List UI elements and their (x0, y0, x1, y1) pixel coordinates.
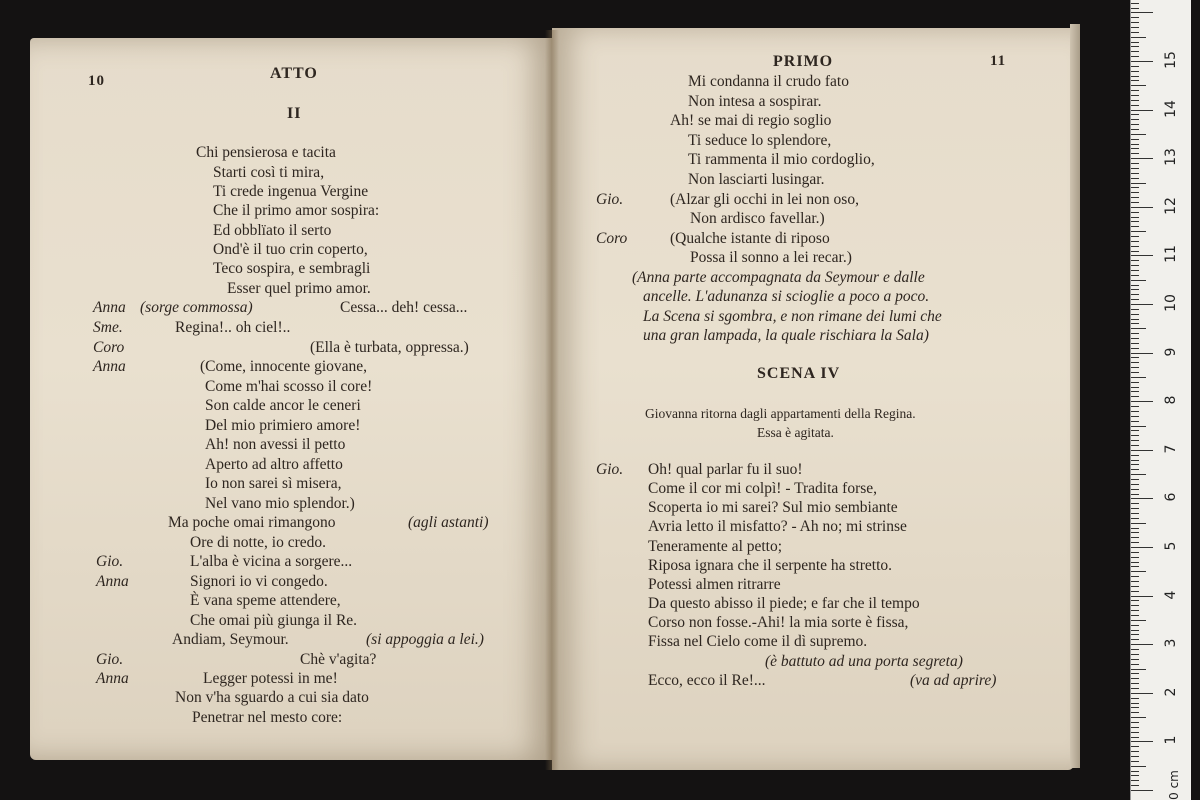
verse-line: L'alba è vicina a sorgere... (190, 553, 353, 570)
speaker-name: Gio. (96, 651, 124, 668)
ruler-number: 9 (1163, 347, 1179, 357)
verse-line: Ah! se mai di regio soglio (670, 112, 832, 129)
ruler-tick (1131, 474, 1146, 475)
verse-line: Ti rammenta il mio cordoglio, (688, 151, 875, 168)
stage-direction: La Scena si sgombra, e non rimane dei lumi che (643, 308, 942, 325)
ruler-tick (1131, 192, 1139, 193)
ruler-tick (1131, 435, 1139, 436)
ruler-tick (1131, 382, 1139, 383)
ruler-tick (1131, 625, 1139, 626)
ruler-tick (1131, 319, 1139, 320)
ruler-tick (1131, 241, 1139, 242)
ruler-tick (1131, 775, 1139, 776)
verse-line: Che il primo amor sospira: (213, 202, 380, 219)
verse-line: Del mio primiero amore! (205, 417, 361, 434)
ruler-tick (1131, 148, 1139, 149)
verse-line: Penetrar nel mesto core: (192, 709, 343, 726)
ruler-tick (1131, 780, 1139, 781)
ruler-tick (1131, 440, 1139, 441)
ruler-tick (1131, 411, 1139, 412)
ruler-tick (1131, 275, 1139, 276)
speaker-name: Sme. (93, 319, 123, 336)
ruler-tick (1131, 285, 1139, 286)
ruler-tick (1131, 289, 1139, 290)
ruler-tick (1131, 741, 1153, 742)
verse-line: Regina!.. oh ciel!.. (175, 319, 291, 336)
verse-line: Nel vano mio splendor.) (205, 495, 355, 512)
ruler-tick (1131, 630, 1139, 631)
speaker-name: Coro (93, 339, 125, 356)
ruler-tick (1131, 469, 1139, 470)
verse-line: Avria letto il misfatto? - Ah no; mi strinse (648, 518, 907, 535)
ruler-tick (1131, 387, 1139, 388)
ruler-tick (1131, 406, 1139, 407)
ruler-tick (1131, 503, 1139, 504)
ruler-tick (1131, 678, 1139, 679)
ruler-tick (1131, 333, 1139, 334)
ruler-tick (1131, 591, 1139, 592)
ruler-tick (1131, 95, 1139, 96)
ruler-tick (1131, 90, 1139, 91)
ruler-tick (1131, 66, 1139, 67)
ruler-tick (1131, 32, 1139, 33)
ruler-tick (1131, 610, 1139, 611)
ruler-tick (1131, 260, 1139, 261)
scene-description: Giovanna ritorna dagli appartamenti della Regina. (645, 406, 916, 421)
ruler-number: 8 (1163, 395, 1179, 405)
ruler-number: 7 (1163, 444, 1179, 454)
ruler-tick (1131, 391, 1139, 392)
ruler-tick (1131, 416, 1139, 417)
ruler-tick (1131, 338, 1139, 339)
ruler-tick (1131, 605, 1139, 606)
ruler-tick (1131, 581, 1139, 582)
ruler-tick (1131, 314, 1139, 315)
ruler-tick (1131, 362, 1139, 363)
ruler-tick (1131, 576, 1139, 577)
ruler-tick (1131, 688, 1139, 689)
ruler-tick (1131, 766, 1146, 767)
ruler-tick (1131, 396, 1139, 397)
ruler-tick (1131, 71, 1139, 72)
ruler-tick (1131, 479, 1139, 480)
verse-line: Ma poche omai rimangono (168, 514, 336, 531)
ruler-tick (1131, 532, 1139, 533)
ruler-tick (1131, 639, 1139, 640)
ruler-number: 10 (1163, 294, 1179, 312)
ruler-tick (1131, 139, 1139, 140)
verse-line: Teneramente al petto; (648, 538, 783, 555)
ruler-tick (1131, 163, 1139, 164)
ruler-tick (1131, 566, 1139, 567)
ruler-tick (1131, 76, 1139, 77)
ruler-tick (1131, 426, 1146, 427)
verse-line: Chi pensierosa e tacita (196, 144, 336, 161)
ruler-tick (1131, 22, 1139, 23)
ruler-tick (1131, 557, 1139, 558)
ruler-tick (1131, 134, 1146, 135)
ruler-tick (1131, 552, 1139, 553)
verse-line: Possa il sonno a lei recar.) (690, 249, 852, 266)
ruler-tick (1131, 751, 1139, 752)
ruler-tick (1131, 255, 1153, 256)
speaker-name: Gio. (596, 461, 624, 478)
verse-line: Ecco, ecco il Re!... (648, 672, 766, 689)
page-edge (1070, 24, 1080, 768)
stage-direction: (si appoggia a lei.) (366, 631, 484, 648)
ruler-tick (1131, 202, 1139, 203)
verse-line: Non intesa a sospirar. (688, 93, 822, 110)
ruler-tick (1131, 790, 1153, 791)
verse-line: (Come, innocente giovane, (200, 358, 368, 375)
ruler-tick (1131, 299, 1139, 300)
ruler-tick (1131, 683, 1139, 684)
verse-line: (Ella è turbata, oppressa.) (310, 339, 469, 356)
ruler-tick (1131, 246, 1139, 247)
verse-line: Fissa nel Cielo come il dì supremo. (648, 633, 868, 650)
ruler-number: 12 (1163, 196, 1179, 215)
verse-line: Potessi almen ritrarre (648, 576, 781, 593)
ruler-tick (1131, 693, 1153, 694)
verse-line: Ed obblïato il serto (213, 222, 332, 239)
ruler-tick (1131, 309, 1139, 310)
ruler-tick (1131, 596, 1153, 597)
act-number: II (287, 105, 302, 122)
ruler-tick (1131, 698, 1139, 699)
verse-line: Signori io vi congedo. (190, 573, 328, 590)
verse-line: Ore di notte, io credo. (190, 534, 327, 551)
speaker-name: Anna (96, 670, 129, 687)
left-page-number: 10 (88, 73, 105, 89)
ruler-tick (1131, 537, 1139, 538)
ruler-tick (1131, 659, 1139, 660)
ruler-tick (1131, 445, 1139, 446)
ruler-tick (1131, 707, 1139, 708)
verse-line: Oh! qual parlar fu il suo! (648, 461, 803, 478)
ruler-tick (1131, 727, 1139, 728)
stage-direction: (agli astanti) (408, 514, 489, 531)
ruler-tick (1131, 673, 1139, 674)
ruler-tick (1131, 304, 1153, 305)
speaker-name: Coro (596, 230, 628, 247)
verse-line: Corso non fosse.-Ahi! la mia sorte è fissa, (648, 614, 909, 631)
ruler-tick (1131, 129, 1139, 130)
ruler-tick (1131, 328, 1146, 329)
ruler-tick (1131, 712, 1139, 713)
right-running-title: PRIMO (773, 53, 834, 70)
speaker-name: Anna (93, 358, 126, 375)
verse-line: Teco sospira, e sembragli (213, 260, 371, 277)
ruler-number: 4 (1163, 590, 1179, 600)
ruler-tick (1131, 110, 1153, 111)
ruler-tick (1131, 455, 1139, 456)
ruler-tick (1131, 357, 1139, 358)
ruler-tick (1131, 464, 1139, 465)
ruler-tick (1131, 489, 1139, 490)
ruler-tick (1131, 153, 1139, 154)
ruler-tick (1131, 664, 1139, 665)
ruler-tick (1131, 771, 1139, 772)
ruler-tick (1131, 547, 1153, 548)
ruler-tick (1131, 51, 1139, 52)
stage-direction: (sorge commossa) (140, 299, 253, 316)
verse-line: Cessa... deh! cessa... (340, 299, 468, 316)
ruler-tick (1131, 737, 1139, 738)
ruler-number: 15 (1163, 51, 1179, 69)
ruler-tick (1131, 785, 1139, 786)
ruler-tick (1131, 523, 1146, 524)
verse-line: Che omai più giunga il Re. (190, 612, 358, 629)
verse-line: Ond'è il tuo crin coperto, (213, 241, 368, 258)
ruler-unit-label: 0 cm (1166, 770, 1181, 800)
ruler-tick (1131, 100, 1139, 101)
ruler-tick (1131, 450, 1153, 451)
ruler-tick (1131, 528, 1139, 529)
ruler-tick (1131, 80, 1139, 81)
ruler-tick (1131, 620, 1146, 621)
ruler-tick (1131, 183, 1146, 184)
book-gutter (545, 30, 559, 770)
right-page-number: 11 (990, 53, 1007, 69)
ruler-tick (1131, 367, 1139, 368)
verse-line: Legger potessi in me! (203, 670, 338, 687)
ruler-tick (1131, 231, 1146, 232)
ruler-tick (1131, 178, 1139, 179)
left-running-title: ATTO (270, 65, 318, 82)
ruler-tick (1131, 158, 1153, 159)
verse-line: Andiam, Seymour. (172, 631, 289, 648)
stage-direction: (va ad aprire) (910, 672, 997, 689)
ruler-tick (1131, 644, 1153, 645)
ruler-tick (1131, 144, 1139, 145)
ruler-tick (1131, 3, 1139, 4)
ruler-tick (1131, 207, 1153, 208)
measuring-ruler (1130, 0, 1191, 800)
ruler-tick (1131, 513, 1139, 514)
ruler-tick (1131, 669, 1146, 670)
verse-line: Non lasciarti lusingar. (688, 171, 825, 188)
ruler-tick (1131, 251, 1139, 252)
ruler-tick (1131, 615, 1139, 616)
speaker-name: Anna (96, 573, 129, 590)
verse-line: Come il cor mi colpì! - Tradita forse, (648, 480, 878, 497)
ruler-number: 13 (1163, 148, 1179, 167)
ruler-tick (1131, 562, 1139, 563)
ruler-tick (1131, 197, 1139, 198)
ruler-tick (1131, 649, 1139, 650)
ruler-tick (1131, 56, 1139, 57)
ruler-tick (1131, 430, 1139, 431)
verse-line: Non ardisco favellar.) (690, 210, 825, 227)
ruler-tick (1131, 265, 1139, 266)
ruler-tick (1131, 27, 1139, 28)
ruler-tick (1131, 212, 1139, 213)
ruler-tick (1131, 508, 1139, 509)
ruler-tick (1131, 703, 1139, 704)
ruler-tick (1131, 105, 1139, 106)
ruler-tick (1131, 221, 1139, 222)
speaker-name: Anna (93, 299, 126, 316)
verse-line: Da questo abisso il piede; e far che il tempo (648, 595, 920, 612)
ruler-number: 5 (1163, 541, 1179, 551)
ruler-tick (1131, 280, 1146, 281)
stage-direction: una gran lampada, la quale rischiara la Sala) (643, 327, 929, 344)
ruler-tick (1131, 746, 1139, 747)
scene-title: SCENA IV (757, 365, 841, 382)
ruler-tick (1131, 119, 1139, 120)
stage-direction: ancelle. L'adunanza si scioglie a poco a poco. (643, 288, 930, 305)
ruler-tick (1131, 494, 1139, 495)
ruler-tick (1131, 124, 1139, 125)
ruler-tick (1131, 168, 1139, 169)
ruler-tick (1131, 484, 1139, 485)
ruler-tick (1131, 348, 1139, 349)
ruler-tick (1131, 37, 1146, 38)
stage-direction: (Anna parte accompagnata da Seymour e dalle (632, 269, 925, 286)
ruler-tick (1131, 586, 1139, 587)
verse-line: Io non sarei sì misera, (205, 475, 342, 492)
verse-line: Riposa ignara che il serpente ha stretto. (648, 557, 893, 574)
verse-line: Son calde ancor le ceneri (205, 397, 361, 414)
speaker-name: Gio. (596, 191, 624, 208)
ruler-tick (1131, 323, 1139, 324)
ruler-tick (1131, 61, 1153, 62)
ruler-tick (1131, 270, 1139, 271)
speaker-name: Gio. (96, 553, 124, 570)
verse-line: Mi condanna il crudo fato (688, 73, 849, 90)
ruler-tick (1131, 732, 1139, 733)
ruler-tick (1131, 761, 1139, 762)
verse-line: Chè v'agita? (300, 651, 377, 668)
ruler-tick (1131, 421, 1139, 422)
verse-line: (Alzar gli occhi in lei non oso, (670, 191, 859, 208)
ruler-tick (1131, 498, 1153, 499)
ruler-tick (1131, 85, 1146, 86)
ruler-number: 14 (1163, 99, 1179, 118)
verse-line: Starti così ti mira, (213, 164, 325, 181)
verse-line: Esser quel primo amor. (227, 280, 371, 297)
ruler-tick (1131, 12, 1153, 13)
ruler-tick (1131, 343, 1139, 344)
ruler-tick (1131, 377, 1146, 378)
ruler-tick (1131, 722, 1139, 723)
ruler-tick (1131, 654, 1139, 655)
ruler-tick (1131, 634, 1139, 635)
ruler-tick (1131, 460, 1139, 461)
ruler-tick (1131, 401, 1153, 402)
ruler-tick (1131, 518, 1139, 519)
ruler-tick (1131, 756, 1139, 757)
ruler-tick (1131, 226, 1139, 227)
ruler-tick (1131, 114, 1139, 115)
ruler-tick (1131, 372, 1139, 373)
verse-line: (Qualche istante di riposo (670, 230, 830, 247)
scene-description: Essa è agitata. (757, 425, 834, 440)
ruler-tick (1131, 8, 1139, 9)
verse-line: Come m'hai scosso il core! (205, 378, 373, 395)
ruler-number: 1 (1163, 735, 1179, 745)
ruler-tick (1131, 46, 1139, 47)
ruler-tick (1131, 353, 1153, 354)
ruler-tick (1131, 217, 1139, 218)
ruler-tick (1131, 187, 1139, 188)
verse-line: Aperto ad altro affetto (205, 456, 343, 473)
verse-line: Ti crede ingenua Vergine (213, 183, 369, 200)
verse-line: Ah! non avessi il petto (205, 436, 346, 453)
verse-line: È vana speme attendere, (190, 592, 341, 609)
ruler-tick (1131, 236, 1139, 237)
ruler-tick (1131, 173, 1139, 174)
ruler-tick (1131, 571, 1146, 572)
ruler-number: 2 (1163, 687, 1179, 697)
ruler-number: 6 (1163, 492, 1179, 502)
ruler-number: 3 (1163, 638, 1179, 648)
ruler-tick (1131, 600, 1139, 601)
verse-line: Scoperta io mi sarei? Sul mio sembiante (648, 499, 898, 516)
ruler-tick (1131, 542, 1139, 543)
verse-line: Ti seduce lo splendore, (688, 132, 832, 149)
ruler-tick (1131, 17, 1139, 18)
ruler-number: 11 (1163, 245, 1179, 264)
verse-line: Non v'ha sguardo a cui sia dato (175, 689, 369, 706)
stage-direction: (è battuto ad una porta segreta) (765, 653, 963, 670)
ruler-tick (1131, 717, 1146, 718)
ruler-tick (1131, 42, 1139, 43)
ruler-tick (1131, 294, 1139, 295)
